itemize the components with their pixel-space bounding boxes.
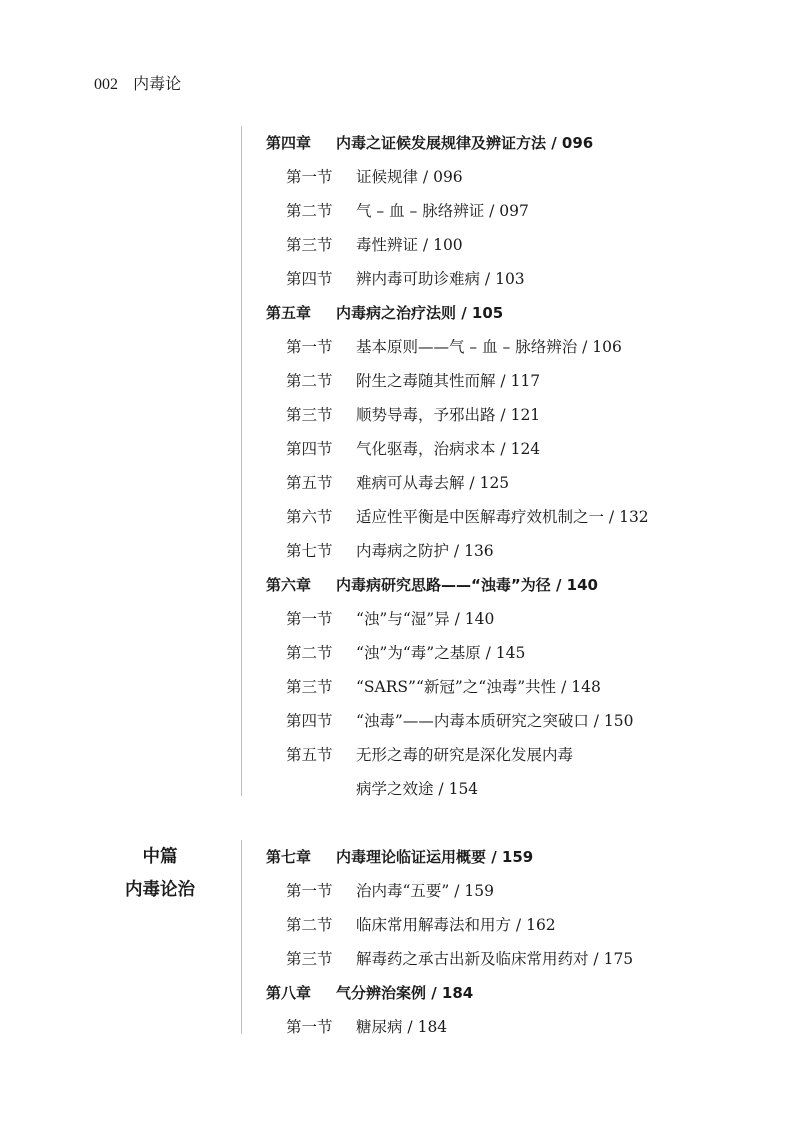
chapter-label: 第四章 — [266, 134, 312, 152]
entry-title: 内毒病之治疗法则 / 105 — [336, 304, 504, 322]
toc-block-2 — [241, 840, 633, 1034]
entry-title: 治内毒“五要” / 159 — [356, 882, 495, 900]
section-label: 第五节 — [286, 474, 333, 492]
section-label: 第五节 — [286, 746, 333, 764]
section-label: 第三节 — [286, 950, 333, 968]
entry-title: 内毒病之防护 / 136 — [356, 542, 494, 560]
toc-section-entry — [242, 908, 633, 942]
toc-section-entry — [242, 636, 649, 670]
section-label: 第四节 — [286, 270, 333, 288]
toc-section-entry — [242, 364, 649, 398]
entry-title: 气化驱毒，治病求本 / 124 — [356, 440, 541, 458]
toc-section-entry — [242, 704, 649, 738]
toc-section-entry — [242, 160, 649, 194]
toc-section-entry — [242, 228, 649, 262]
entry-title: 糖尿病 / 184 — [356, 1018, 448, 1036]
toc-chapter-entry — [242, 296, 649, 330]
entry-title: 气分辨治案例 / 184 — [336, 984, 474, 1002]
section-label: 第四节 — [286, 440, 333, 458]
toc-chapter-entry — [242, 976, 633, 1010]
section-label: 第三节 — [286, 678, 333, 696]
section-label: 第四节 — [286, 712, 333, 730]
entry-title: 气 – 血 – 脉络辨证 / 097 — [356, 202, 529, 220]
section-label: 第七节 — [286, 542, 333, 560]
section-label: 第三节 — [286, 406, 333, 424]
book-title: 内毒论 — [133, 74, 182, 93]
entry-title: 难病可从毒去解 / 125 — [356, 474, 510, 492]
toc-section-entry — [242, 738, 649, 772]
section-label: 第二节 — [286, 202, 333, 220]
entry-title: “浊”为“毒”之基原 / 145 — [356, 644, 526, 662]
entry-title: 病学之效途 / 154 — [356, 780, 479, 798]
section-label: 第一节 — [286, 610, 333, 628]
entry-title: 附生之毒随其性而解 / 117 — [356, 372, 541, 390]
chapter-label: 第八章 — [266, 984, 312, 1002]
chapter-label: 第七章 — [266, 848, 312, 866]
toc-section-entry — [242, 466, 649, 500]
toc-section-entry — [242, 1010, 633, 1044]
section-label: 第二节 — [286, 916, 333, 934]
entry-title: 解毒药之承古出新及临床常用药对 / 175 — [356, 950, 634, 968]
toc-chapter-entry — [242, 126, 649, 160]
toc-section-entry — [242, 942, 633, 976]
toc-section-entry — [242, 874, 633, 908]
section-label: 第三节 — [286, 236, 333, 254]
section-label: 第六节 — [286, 508, 333, 526]
entry-title: 基本原则——气 – 血 – 脉络辨治 / 106 — [356, 338, 622, 356]
entry-title: 适应性平衡是中医解毒疗效机制之一 / 132 — [356, 508, 649, 526]
section-label: 第一节 — [286, 1018, 333, 1036]
entry-title: “SARS”“新冠”之“浊毒”共性 / 148 — [356, 678, 601, 696]
running-header — [94, 74, 181, 95]
toc-section-entry — [242, 500, 649, 534]
entry-title: 临床常用解毒法和用方 / 162 — [356, 916, 556, 934]
entry-title: 无形之毒的研究是深化发展内毒 — [356, 746, 574, 764]
toc-section-entry — [242, 432, 649, 466]
entry-title: 内毒病研究思路——“浊毒”为径 / 140 — [336, 576, 598, 594]
toc-section-entry — [242, 194, 649, 228]
toc-section-entry — [242, 534, 649, 568]
section-label: 第二节 — [286, 644, 333, 662]
toc-section-entry — [242, 602, 649, 636]
toc-section-entry — [242, 330, 649, 364]
section-label: 第一节 — [286, 168, 333, 186]
part-title-line1: 中篇 — [142, 847, 178, 867]
entry-title: “浊”与“湿”异 / 140 — [356, 610, 495, 628]
section-label: 第一节 — [286, 882, 333, 900]
toc-section-entry — [242, 670, 649, 704]
toc-entry-continuation — [242, 772, 649, 806]
entry-title: “浊毒”——内毒本质研究之突破口 / 150 — [356, 712, 634, 730]
toc-chapter-entry — [242, 568, 649, 602]
toc-section-entry — [242, 398, 649, 432]
entry-title: 辨内毒可助诊难病 / 103 — [356, 270, 525, 288]
entry-title: 顺势导毒，予邪出路 / 121 — [356, 406, 541, 424]
chapter-label: 第五章 — [266, 304, 312, 322]
toc-chapter-entry — [242, 840, 633, 874]
section-label: 第一节 — [286, 338, 333, 356]
entry-title: 证候规律 / 096 — [356, 168, 463, 186]
entry-title: 内毒理论临证运用概要 / 159 — [336, 848, 534, 866]
chapter-label: 第六章 — [266, 576, 312, 594]
section-label: 第二节 — [286, 372, 333, 390]
entry-title: 毒性辨证 / 100 — [356, 236, 463, 254]
entry-title: 内毒之证候发展规律及辨证方法 / 096 — [336, 134, 594, 152]
part-title-line2: 内毒论治 — [125, 880, 195, 900]
page-number: 002 — [94, 76, 118, 93]
toc-section-entry — [242, 262, 649, 296]
toc-block-1 — [241, 126, 649, 796]
